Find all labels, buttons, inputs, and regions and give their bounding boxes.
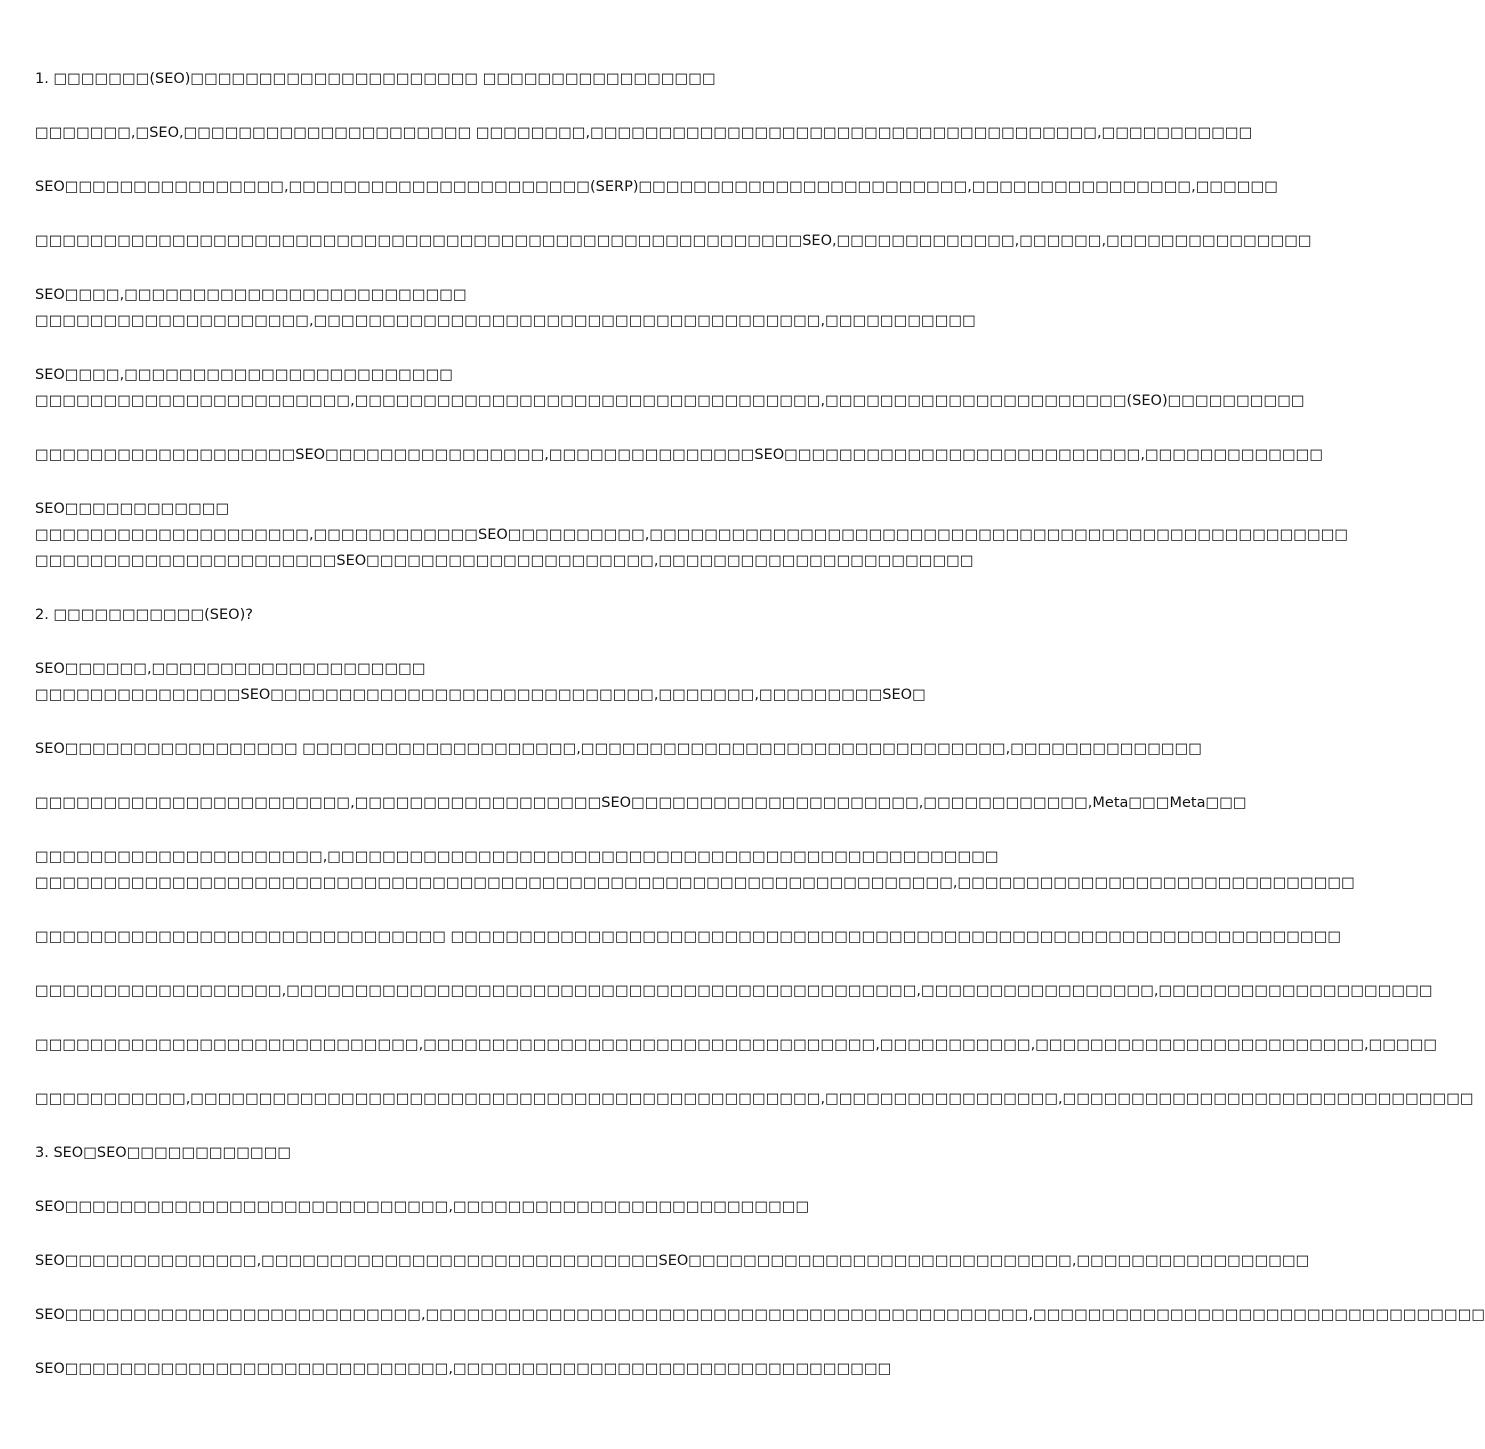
text-line: □□□□□□□□□□□□□□□□□□□□□□□,□□□□□□□□□□□□□□□□□□SEO□□□□□□□□□□□□□□□□□□□□□,□□□□□□□□□□□□,Meta□□□Meta□□□ — [35, 795, 1247, 811]
document-body — [35, 66, 1485, 1410]
paragraph — [35, 790, 1247, 816]
paragraph — [35, 174, 1278, 200]
text-line: SEO□□□□□□□□□□□□□□□□□□□□□□□□□□□□,□□□□□□□□□□□□□□□□□□□□□□□□□□ — [35, 1199, 810, 1215]
text-line: □□□□□□□□□□□□□□□□□□□□□□□□□□□□□□□□□□□□□□□□□□□□□□□□□□□□□□□□SEO,□□□□□□□□□□□□□,□□□□□□,□□□□□□□□□□□□□□□ — [35, 233, 1312, 249]
text-line: □□□□□□□□□□□□□□□□□□□□□□□□□□□□□□□□□□□□□□□□□□□□□□□□□□□□□□□□□□□□□□□□□□□,□□□□□□□□□□□□□□□□□□□□□□□□□□□□□ — [35, 875, 1355, 891]
paragraph — [35, 1032, 1438, 1058]
paragraph — [35, 362, 1305, 414]
text-line: □□□□□□□□□□□□□□□□□□□□□□SEO□□□□□□□□□□□□□□□□□□□□□,□□□□□□□□□□□□□□□□□□□□□□□ — [35, 553, 974, 569]
text-line: SEO□□□□,□□□□□□□□□□□□□□□□□□□□□□□□ — [35, 367, 453, 383]
text-line: SEO□□□□□□□□□□□□□□□□□ □□□□□□□□□□□□□□□□□□□□,□□□□□□□□□□□□□□□□□□□□□□□□□□□□□□□,□□□□□□□□□□□□□□ — [35, 741, 1203, 757]
paragraph — [35, 844, 1355, 896]
paragraph — [35, 736, 1203, 762]
paragraph — [35, 602, 990, 628]
paragraph — [35, 66, 990, 92]
paragraph — [35, 1086, 1474, 1112]
paragraph — [35, 1140, 990, 1166]
text-line: 1. □□□□□□□(SEO)□□□□□□□□□□□□□□□□□□□□□ □□□□□□□□□□□□□□□□□ — [35, 71, 716, 87]
text-line: □□□□□□□□□□□□□□□□□□□SEO□□□□□□□□□□□□□□□□,□□□□□□□□□□□□□□□SEO□□□□□□□□□□□□□□□□□□□□□□□□□□,□□□□□□□□□□□□□ — [35, 447, 1324, 463]
paragraph — [35, 978, 1433, 1004]
paragraph — [35, 282, 990, 334]
text-line: SEO□□□□□□□□□□□□□□□□□□□□□□□□□□□□,□□□□□□□□□□□□□□□□□□□□□□□□□□□□□□□□ — [35, 1361, 892, 1377]
paragraph — [35, 1194, 990, 1220]
text-line: □□□□□□□□□□□,□□□□□□□□□□□□□□□□□□□□□□□□□□□□□□□□□□□□□□□□□□□□□□,□□□□□□□□□□□□□□□□□,□□□□□□□□□□□□□□□□□□□□□□□□□□□□□□ — [35, 1091, 1474, 1107]
paragraph — [35, 228, 1312, 254]
text-line: SEO□□□□□□□□□□□□□□□□,□□□□□□□□□□□□□□□□□□□□□□(SERP)□□□□□□□□□□□□□□□□□□□□□□□□,□□□□□□□□□□□□□□□□,□□□□□□ — [35, 179, 1278, 195]
text-line: □□□□□□□□□□□□□□□□□□□□,□□□□□□□□□□□□SEO□□□□□□□□□□,□□□□□□□□□□□□□□□□□□□□□□□□□□□□□□□□□□□□□□□□□□□□□□□□□□□ — [35, 527, 1349, 543]
paragraph — [35, 656, 990, 708]
paragraph — [35, 1302, 1485, 1328]
text-line: □□□□□□□□□□□□□□□□□□,□□□□□□□□□□□□□□□□□□□□□□□□□□□□□□□□□□□□□□□□□□□□□□,□□□□□□□□□□□□□□□□□,□□□□□□□□□□□□□□□□□□□□ — [35, 983, 1433, 999]
text-line: SEO□□□□□□□□□□□□□□,□□□□□□□□□□□□□□□□□□□□□□□□□□□□□SEO□□□□□□□□□□□□□□□□□□□□□□□□□□□□,□□□□□□□□□□□□□□□□□ — [35, 1253, 1310, 1269]
text-line: □□□□□□□,□SEO,□□□□□□□□□□□□□□□□□□□□□ □□□□□□□□,□□□□□□□□□□□□□□□□□□□□□□□□□□□□□□□□□□□□□,□□□□□□□□□□□ — [35, 125, 1253, 141]
text-line: □□□□□□□□□□□□□□□□□□□□□□□□□□□□□□ □□□□□□□□□□□□□□□□□□□□□□□□□□□□□□□□□□□□□□□□□□□□□□□□□□□□□□□□□□□□□□□□□ — [35, 929, 1342, 945]
text-line: 3. SEO□SEO□□□□□□□□□□□□ — [35, 1145, 292, 1161]
text-line: 2. □□□□□□□□□□□(SEO)? — [35, 607, 253, 623]
paragraph — [35, 120, 1253, 146]
paragraph — [35, 1356, 990, 1382]
text-line: □□□□□□□□□□□□□□□□□□□□□□□,□□□□□□□□□□□□□□□□□□□□□□□□□□□□□□□□□□,□□□□□□□□□□□□□□□□□□□□□□(SEO)□□□□□□□□□□ — [35, 393, 1305, 409]
text-line: □□□□□□□□□□□□□□□□□□□□□□□□□□□□,□□□□□□□□□□□□□□□□□□□□□□□□□□□□□□□□□,□□□□□□□□□□□,□□□□□□□□□□□□□□□□□□□□□□□□,□□□□□ — [35, 1037, 1438, 1053]
text-line: SEO□□□□□□□□□□□□□□□□□□□□□□□□□□,□□□□□□□□□□□□□□□□□□□□□□□□□□□□□□□□□□□□□□□□□□□□,□□□□□□□□□□□□□□□□□□□□□□□□□□□□□□□□□ — [35, 1307, 1485, 1323]
text-line: SEO□□□□□□□□□□□□ — [35, 501, 230, 517]
text-line: □□□□□□□□□□□□□□□□□□□□□,□□□□□□□□□□□□□□□□□□□□□□□□□□□□□□□□□□□□□□□□□□□□□□□□□ — [35, 849, 999, 865]
paragraph — [35, 924, 1342, 950]
paragraph — [35, 1248, 1310, 1274]
paragraph — [35, 442, 1324, 468]
text-line: SEO□□□□□□,□□□□□□□□□□□□□□□□□□□□ — [35, 661, 426, 677]
text-line: □□□□□□□□□□□□□□□SEO□□□□□□□□□□□□□□□□□□□□□□□□□□□□,□□□□□□□,□□□□□□□□□SEO□ — [35, 687, 926, 703]
paragraph — [35, 496, 1349, 574]
text-line: □□□□□□□□□□□□□□□□□□□□,□□□□□□□□□□□□□□□□□□□□□□□□□□□□□□□□□□□□□,□□□□□□□□□□□ — [35, 313, 976, 329]
text-line: SEO□□□□,□□□□□□□□□□□□□□□□□□□□□□□□□ — [35, 287, 467, 303]
